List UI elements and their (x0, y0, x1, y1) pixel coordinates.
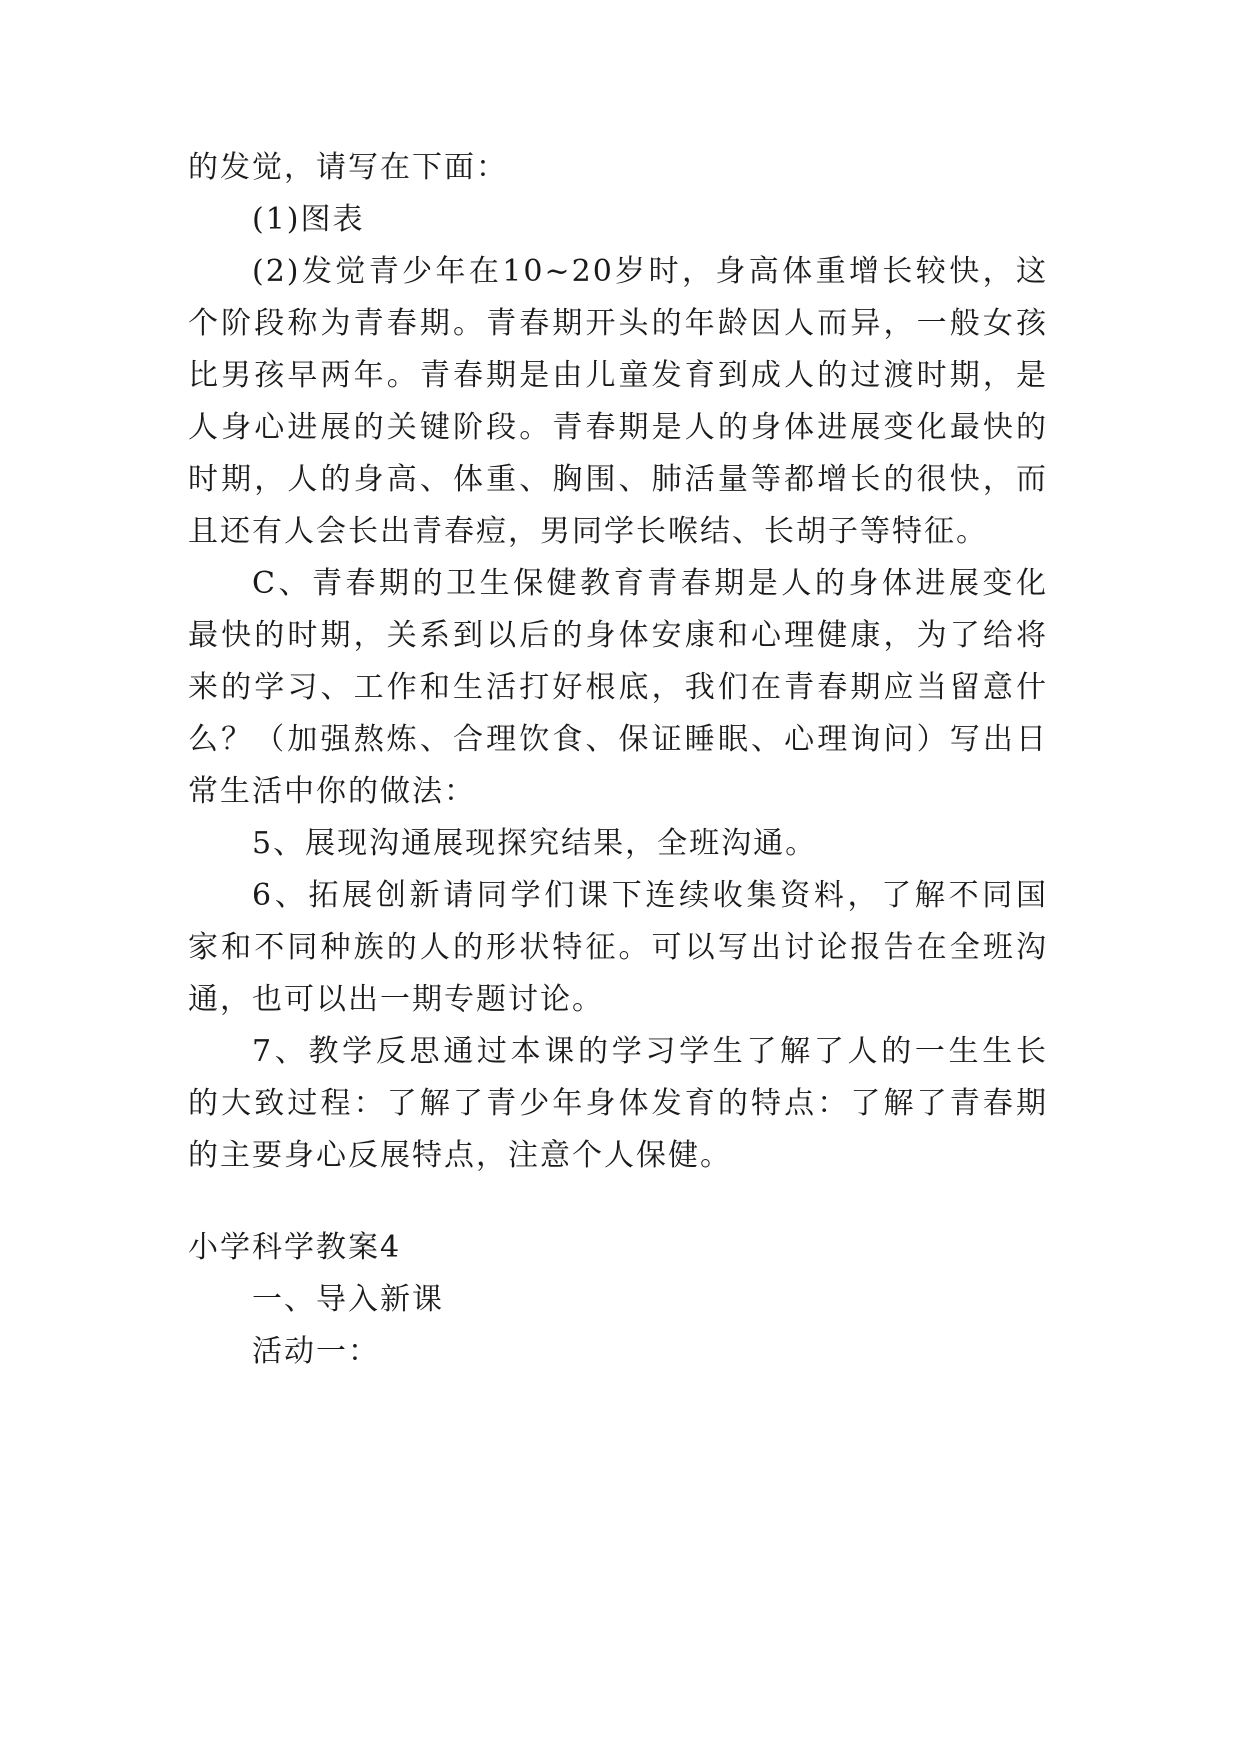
text-line: 的发觉，请写在下面： (188, 150, 508, 185)
text-line: (1)图表 (252, 202, 365, 237)
text-line: 一、导入新课 (252, 1282, 444, 1317)
text-line: 最快的时期，关系到以后的身体安康和心理健康，为了给将 (188, 618, 1048, 653)
text-line: 么？（加强熬炼、合理饮食、保证睡眠、心理询问）写出日 (188, 722, 1048, 757)
text-line: C、青春期的卫生保健教育青春期是人的身体进展变化 (252, 566, 1048, 601)
text-line: 个阶段称为青春期。青春期开头的年龄因人而异，一般女孩 (188, 306, 1048, 341)
text-line: 活动一： (252, 1334, 380, 1369)
text-line: 比男孩早两年。青春期是由儿童发育到成人的过渡时期，是 (188, 358, 1048, 393)
section-title: 小学科学教案4 (188, 1230, 402, 1265)
text-line: 7、教学反思通过本课的学习学生了解了人的一生生长 (252, 1034, 1048, 1069)
text-line: 且还有人会长出青春痘，男同学长喉结、长胡子等特征。 (188, 514, 988, 549)
text-line: 家和不同种族的人的形状特征。可以写出讨论报告在全班沟 (188, 930, 1048, 965)
text-line: 6、拓展创新请同学们课下连续收集资料，了解不同国 (252, 878, 1048, 913)
text-line: (2)发觉青少年在10~20岁时，身高体重增长较快，这 (252, 254, 1048, 289)
text-line: 人身心进展的关键阶段。青春期是人的身体进展变化最快的 (188, 410, 1048, 445)
text-line: 的主要身心反展特点，注意个人保健。 (188, 1138, 732, 1173)
text-line: 的大致过程：了解了青少年身体发育的特点：了解了青春期 (188, 1086, 1048, 1121)
text-line: 来的学习、工作和生活打好根底，我们在青春期应当留意什 (188, 670, 1048, 705)
text-line: 5、展现沟通展现探究结果，全班沟通。 (252, 826, 818, 861)
text-line: 通，也可以出一期专题讨论。 (188, 982, 604, 1017)
text-line: 时期，人的身高、体重、胸围、肺活量等都增长的很快，而 (188, 462, 1048, 497)
text-line: 常生活中你的做法： (188, 774, 476, 809)
